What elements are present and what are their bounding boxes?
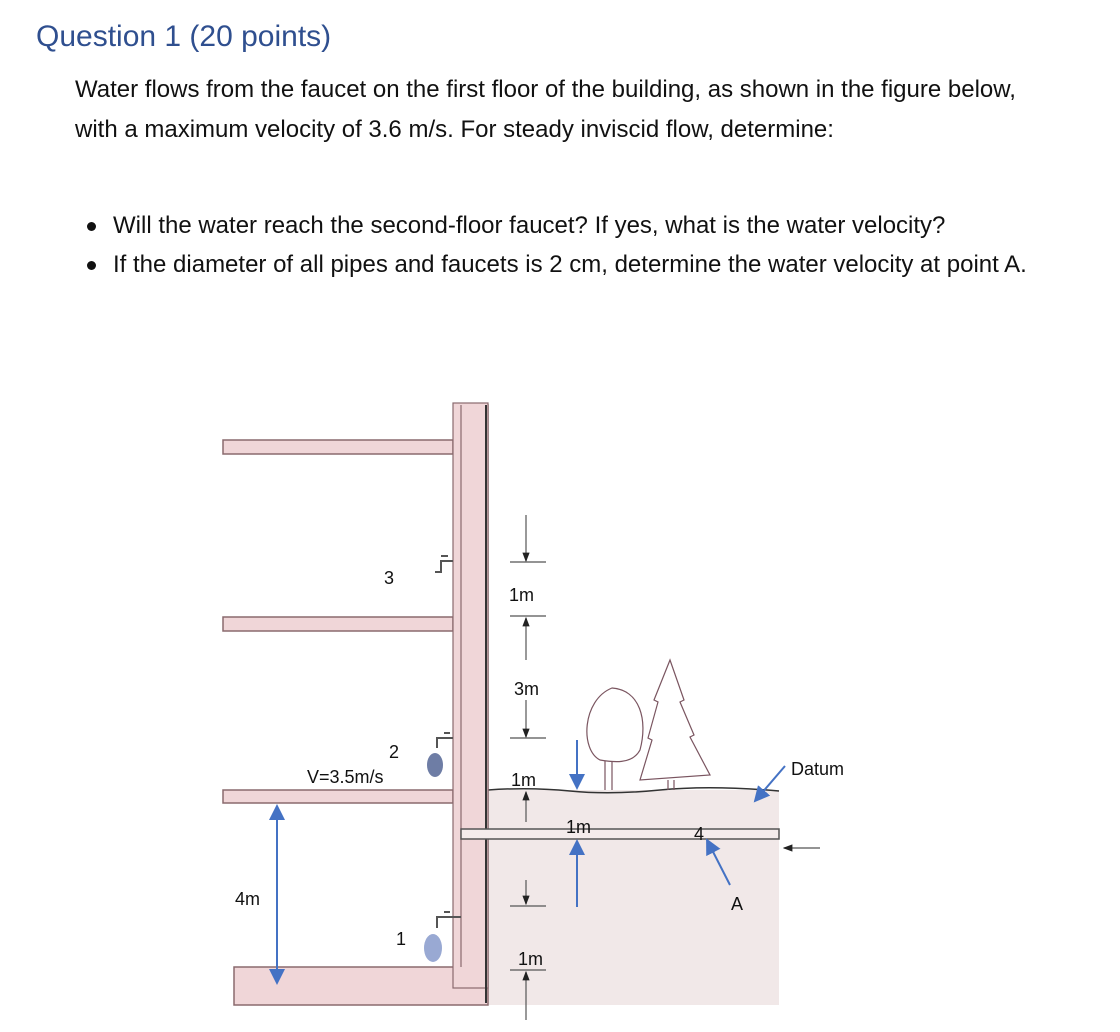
faucet-2-label: 2 — [389, 742, 400, 762]
dim-bottom-label: 1m — [518, 949, 544, 969]
tree-icon — [587, 660, 710, 790]
point-4-label: 4 — [694, 824, 705, 844]
faucet-3-label: 3 — [384, 568, 395, 588]
question-intro: Water flows from the faucet on the first floor of the building, as shown in the figure below, with a maximum velocity of 3.6 m/s. For steady inviscid flow, determine: — [75, 76, 1016, 143]
dim-lower-label: 1m — [511, 770, 537, 790]
velocity-label: V=3.5m/s — [307, 767, 384, 787]
bullet-text: If the diameter of all pipes and faucets is 2 cm, determine the water velocity at point A. — [113, 251, 1027, 278]
floor-slab-bottom — [234, 405, 488, 1005]
floor-slab-2 — [223, 617, 453, 631]
dim-ground-label: 1m — [566, 817, 592, 837]
datum-label: Datum — [791, 759, 845, 779]
faucet-1-label: 1 — [396, 929, 407, 949]
vertical-pipe — [453, 403, 488, 988]
faucet-2-icon — [437, 733, 453, 748]
question-title: Question 1 (20 points) — [36, 20, 332, 53]
faucet-3-icon — [435, 556, 453, 572]
dim-mid-label: 3m — [514, 679, 540, 699]
bullet-text: Will the water reach the second-floor faucet? If yes, what is the water velocity? — [113, 212, 946, 239]
floor-slab-top — [223, 440, 453, 454]
floor-slab-1 — [223, 790, 453, 803]
point-a-label: A — [731, 894, 744, 914]
horizontal-pipe — [461, 829, 779, 839]
water-stream-1 — [424, 934, 442, 962]
floor-height-label: 4m — [235, 889, 261, 909]
dim-top-label: 1m — [509, 585, 535, 605]
water-stream-2 — [427, 753, 443, 777]
